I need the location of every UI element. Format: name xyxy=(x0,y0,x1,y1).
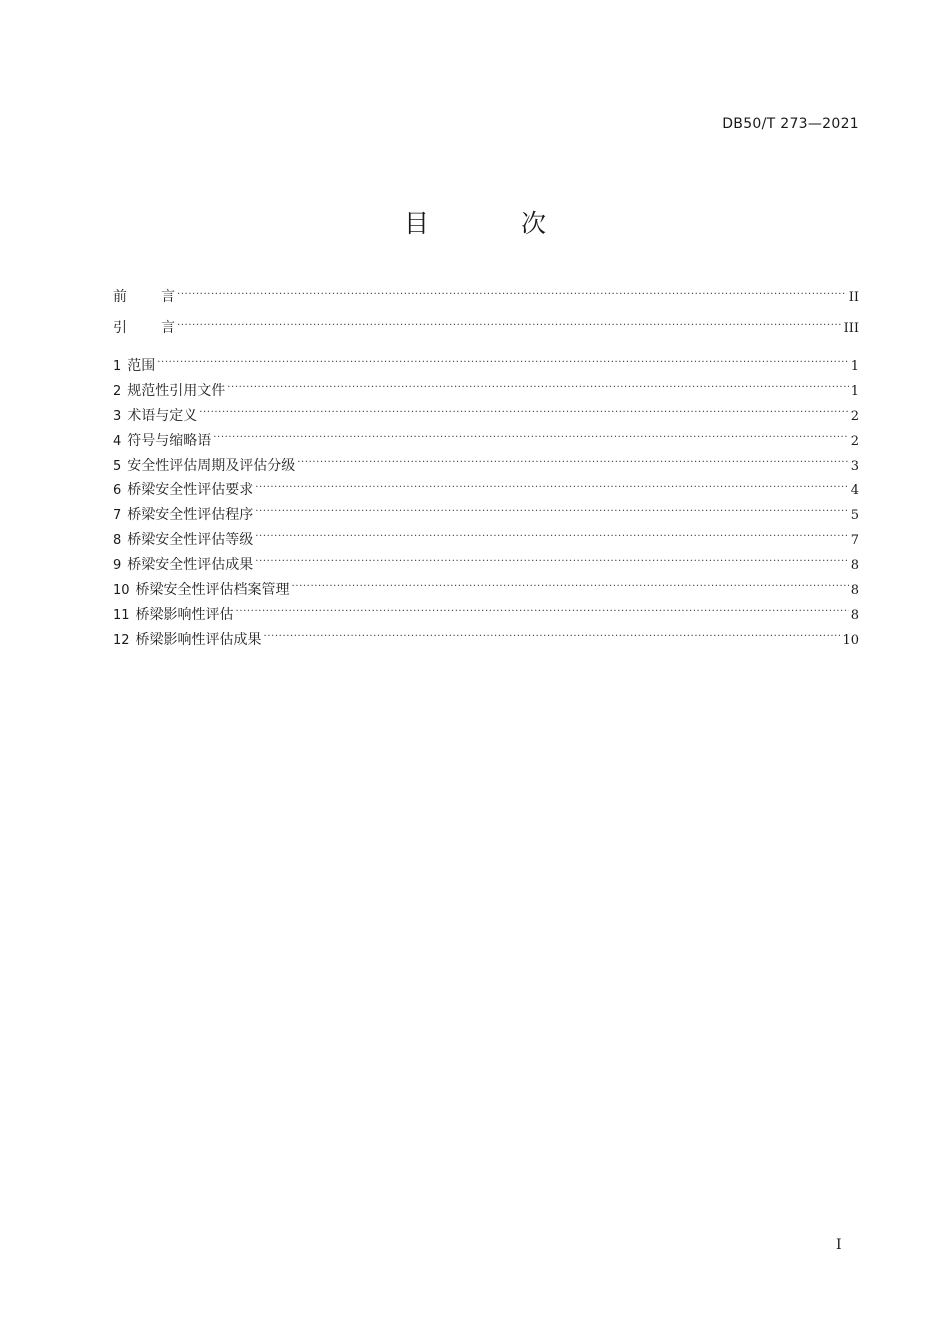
toc-leader-dots xyxy=(255,555,848,569)
toc-entry-5[interactable] xyxy=(113,454,859,479)
toc-entry-page: 8 xyxy=(850,558,859,574)
toc-entry-label xyxy=(113,553,253,579)
toc-entry-label xyxy=(113,404,197,430)
toc-leader-dots xyxy=(292,580,849,594)
toc-entry-label xyxy=(113,503,253,529)
toc-entry-introduction[interactable] xyxy=(113,316,859,354)
toc-entry-number: 9 xyxy=(113,558,122,574)
toc-entry-text: 桥梁安全性评估要求 xyxy=(127,482,254,499)
toc-entry-label xyxy=(113,528,253,554)
toc-title: 目 次 xyxy=(404,209,588,238)
toc-entry-label: 前言 xyxy=(113,289,175,305)
toc-entry-page: II xyxy=(848,290,859,305)
toc-entry-page: 5 xyxy=(850,508,859,524)
toc-entry-text: 术语与定义 xyxy=(127,407,198,424)
toc-entry-label xyxy=(113,628,262,654)
toc-entry-number: 12 xyxy=(113,632,130,648)
toc-entry-number: 5 xyxy=(113,458,122,474)
table-of-contents xyxy=(113,285,859,653)
toc-entry-number: 3 xyxy=(113,408,122,424)
toc-entry-page: 1 xyxy=(850,383,859,399)
toc-leader-dots xyxy=(264,630,841,644)
toc-entry-label xyxy=(113,478,253,504)
toc-entry-9[interactable] xyxy=(113,553,859,578)
toc-leader-dots xyxy=(255,505,848,519)
toc-entry-text: 桥梁安全性评估等级 xyxy=(127,532,254,549)
toc-leader-dots xyxy=(177,287,847,301)
page-number: I xyxy=(836,1237,842,1253)
toc-entry-page: 3 xyxy=(850,458,859,474)
toc-entry-10[interactable] xyxy=(113,578,859,603)
toc-entry-number: 7 xyxy=(113,508,122,524)
toc-entry-label xyxy=(113,379,225,405)
toc-entry-number: 1 xyxy=(113,359,122,374)
toc-entry-12[interactable] xyxy=(113,628,859,653)
toc-entry-page: 4 xyxy=(850,483,859,499)
toc-entry-text: 符号与缩略语 xyxy=(127,432,212,449)
toc-entry-number: 11 xyxy=(113,607,130,623)
toc-leader-dots xyxy=(199,406,848,420)
toc-leader-dots xyxy=(236,605,849,619)
toc-entry-1[interactable] xyxy=(113,354,859,379)
toc-entry-text: 安全性评估周期及评估分级 xyxy=(127,457,296,474)
toc-entry-2[interactable] xyxy=(113,379,859,404)
toc-entry-text: 范围 xyxy=(127,358,156,374)
toc-entry-text: 桥梁安全性评估成果 xyxy=(127,557,254,574)
toc-entry-text: 桥梁影响性评估 xyxy=(135,606,234,623)
toc-entry-label xyxy=(113,429,211,455)
toc-entry-page: 8 xyxy=(850,583,859,599)
toc-entry-number: 2 xyxy=(113,383,122,399)
toc-entry-label xyxy=(113,578,290,604)
toc-entry-page: 10 xyxy=(842,632,859,648)
toc-entry-label xyxy=(113,354,155,380)
toc-leader-dots xyxy=(255,480,848,494)
toc-leader-dots xyxy=(297,456,848,470)
toc-entry-4[interactable] xyxy=(113,429,859,454)
toc-entry-page: 2 xyxy=(850,433,859,449)
toc-entry-text: 规范性引用文件 xyxy=(127,382,226,399)
toc-leader-dots xyxy=(227,381,848,395)
toc-leader-dots xyxy=(213,431,848,445)
toc-entry-label xyxy=(113,603,234,629)
toc-entry-number: 8 xyxy=(113,533,122,549)
toc-leader-dots xyxy=(177,318,842,332)
toc-leader-dots xyxy=(157,356,848,370)
toc-entry-foreword[interactable] xyxy=(113,285,859,316)
toc-entry-6[interactable] xyxy=(113,478,859,503)
toc-entry-label: 引言 xyxy=(113,320,175,336)
toc-entry-label xyxy=(113,454,295,480)
toc-entry-number: 10 xyxy=(113,583,130,599)
toc-entry-text: 桥梁安全性评估档案管理 xyxy=(135,582,290,599)
toc-entry-7[interactable] xyxy=(113,503,859,528)
toc-entry-8[interactable] xyxy=(113,528,859,553)
toc-entry-3[interactable] xyxy=(113,404,859,429)
toc-entry-number: 6 xyxy=(113,483,122,499)
toc-entry-page: 8 xyxy=(850,607,859,623)
toc-entry-number: 4 xyxy=(113,433,122,449)
toc-entry-page: 2 xyxy=(850,408,859,424)
toc-entry-page: III xyxy=(843,321,859,336)
toc-entry-page: 1 xyxy=(850,359,859,374)
toc-entry-text: 桥梁影响性评估成果 xyxy=(135,631,262,648)
toc-entry-text: 桥梁安全性评估程序 xyxy=(127,507,254,524)
toc-leader-dots xyxy=(255,530,848,544)
toc-entry-11[interactable] xyxy=(113,603,859,628)
toc-entry-page: 7 xyxy=(850,533,859,549)
document-code: DB50/T 273—2021 xyxy=(722,116,859,132)
